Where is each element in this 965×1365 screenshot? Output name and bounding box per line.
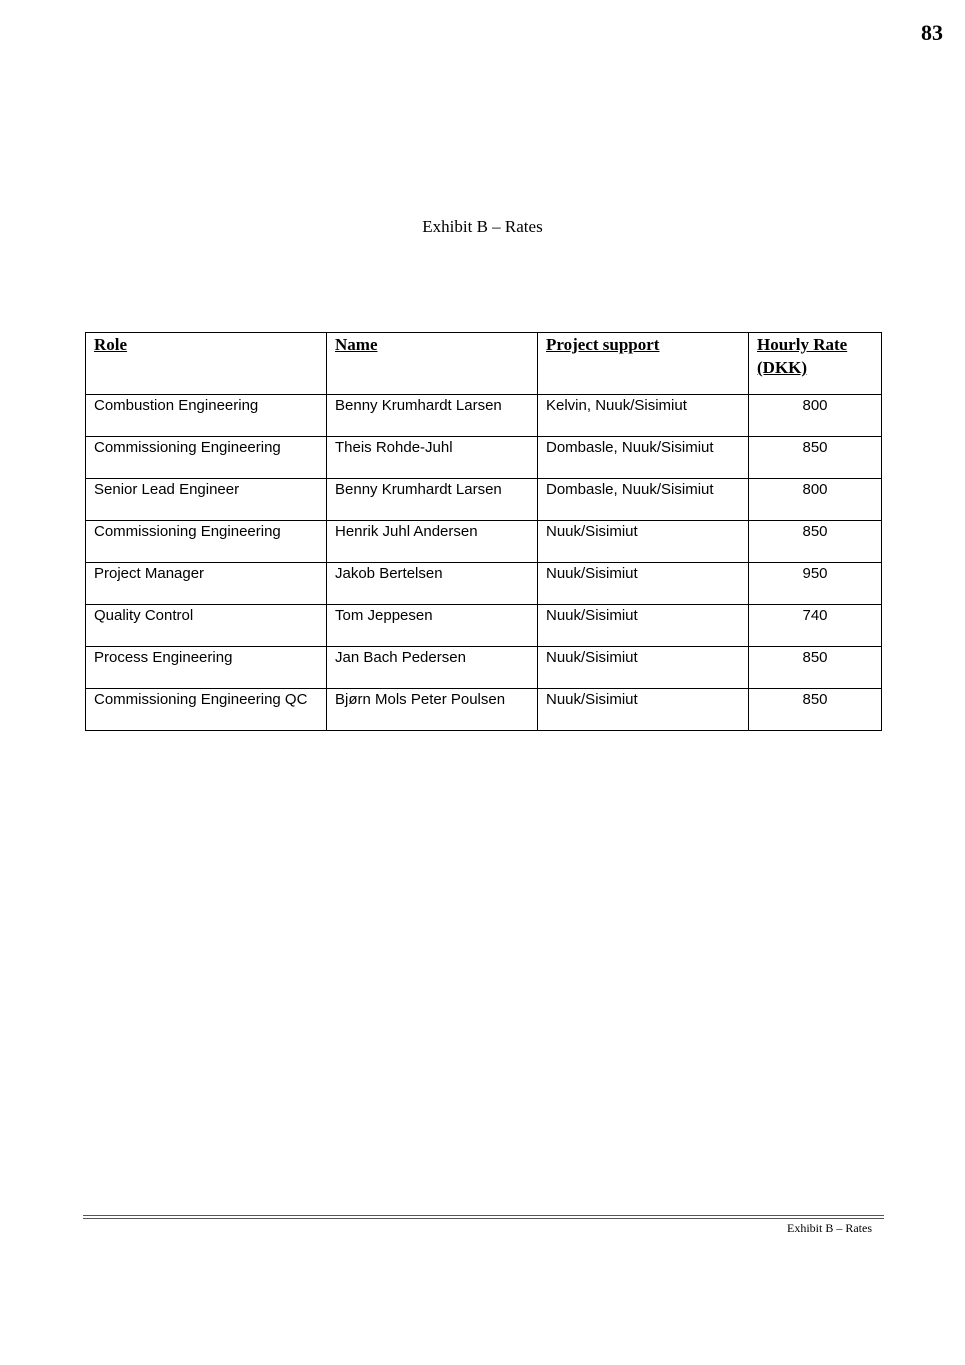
cell-name: Jan Bach Pedersen: [327, 647, 538, 689]
table-row: [86, 521, 882, 563]
table-row: [86, 395, 882, 437]
cell-support: Dombasle, Nuuk/Sisimiut: [538, 479, 749, 521]
header-project-support: Project support: [538, 333, 749, 395]
table-row: [86, 605, 882, 647]
cell-name: Benny Krumhardt Larsen: [327, 395, 538, 437]
header-name: Name: [327, 333, 538, 395]
cell-role: Process Engineering: [86, 647, 327, 689]
table-row: [86, 437, 882, 479]
cell-name: Jakob Bertelsen: [327, 563, 538, 605]
cell-name: Theis Rohde-Juhl: [327, 437, 538, 479]
cell-role: Combustion Engineering: [86, 395, 327, 437]
page-title: Exhibit B – Rates: [422, 217, 543, 236]
cell-name: Benny Krumhardt Larsen: [327, 479, 538, 521]
cell-rate: 950: [749, 563, 882, 605]
footer-divider: [83, 1218, 884, 1219]
rates-table: [85, 332, 882, 731]
header-role: Role: [86, 333, 327, 395]
cell-support: Nuuk/Sisimiut: [538, 563, 749, 605]
table-row: [86, 689, 882, 731]
footer-text: Exhibit B – Rates: [787, 1221, 872, 1235]
table-row: [86, 647, 882, 689]
cell-rate: 800: [749, 395, 882, 437]
cell-role: Commissioning Engineering: [86, 437, 327, 479]
page-number: 83: [921, 20, 943, 45]
table-header-row: [86, 333, 882, 395]
cell-role: Quality Control: [86, 605, 327, 647]
cell-support: Kelvin, Nuuk/Sisimiut: [538, 395, 749, 437]
cell-support: Nuuk/Sisimiut: [538, 521, 749, 563]
cell-rate: 740: [749, 605, 882, 647]
cell-rate: 800: [749, 479, 882, 521]
cell-name: Henrik Juhl Andersen: [327, 521, 538, 563]
cell-support: Dombasle, Nuuk/Sisimiut: [538, 437, 749, 479]
cell-rate: 850: [749, 647, 882, 689]
cell-support: Nuuk/Sisimiut: [538, 647, 749, 689]
cell-rate: 850: [749, 521, 882, 563]
cell-support: Nuuk/Sisimiut: [538, 689, 749, 731]
table-row: [86, 563, 882, 605]
cell-rate: 850: [749, 689, 882, 731]
header-hourly-rate: Hourly Rate (DKK): [749, 333, 882, 395]
cell-support: Nuuk/Sisimiut: [538, 605, 749, 647]
cell-role: Commissioning Engineering: [86, 521, 327, 563]
cell-rate: 850: [749, 437, 882, 479]
cell-role: Commissioning Engineering QC: [86, 689, 327, 731]
cell-name: Bjørn Mols Peter Poulsen: [327, 689, 538, 731]
footer-divider: [83, 1215, 884, 1216]
cell-name: Tom Jeppesen: [327, 605, 538, 647]
cell-role: Senior Lead Engineer: [86, 479, 327, 521]
table-row: [86, 479, 882, 521]
cell-role: Project Manager: [86, 563, 327, 605]
